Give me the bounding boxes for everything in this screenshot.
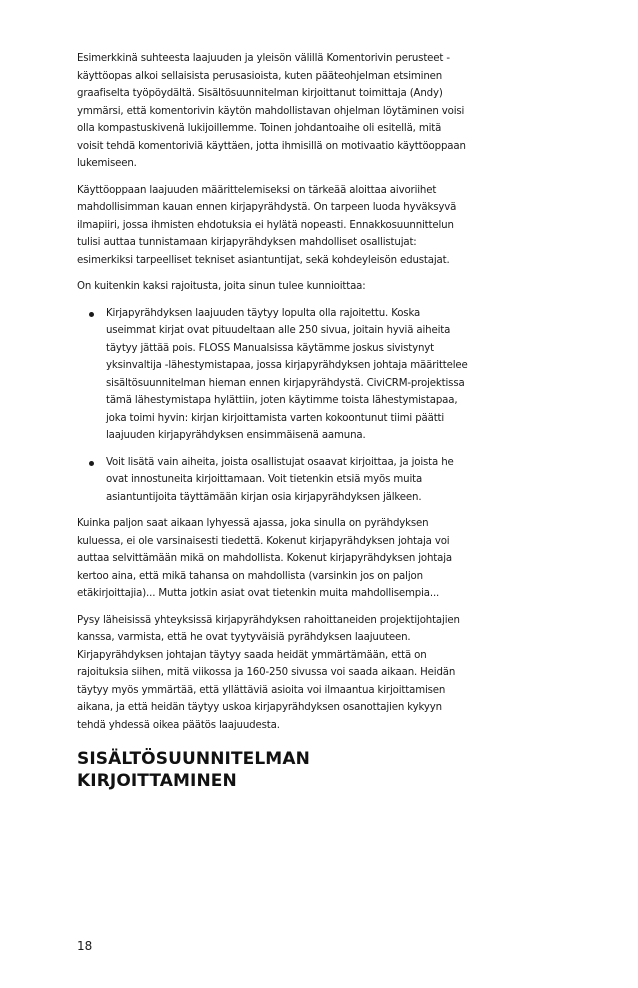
paragraph: Esimerkkinä suhteesta laajuuden ja yleisön välillä Komentorivin perusteet -käyttöopas alkoi sellaisista perusasioista, kuten pääteohjelman etsiminen graafiselta työpöydältä. Sisältösuunnitelman kirjoittanut toimittaja (Andy) ymmärsi, että komentorivin käytön mahdollistavan ohjelman löytäminen voisi olla kompastuskivenä lukijoillemme. Toinen johdantoaihe oli esitellä, mitä voisit tehdä komentoriviä käyttäen, jotta ihmisillä on motivaatio käyttöoppaan lukemiseen. bbox=[77, 53, 466, 169]
paragraph: Kuinka paljon saat aikaan lyhyessä ajassa, joka sinulla on pyrähdyksen kuluessa, ei ole varsinaisesti tiedettä. Kokenut kirjapyrähdyksen johtaja voi auttaa selvittämään mikä on mahdollista. Kokenut kirjapyrähdyksen johtaja kertoo aina, että mikä tahansa on mahdollista (varsinkin jos on paljon etäkirjoittajia)... Mutta jotkin asiat ovat tietenkin muita mahdollisempia... bbox=[77, 518, 453, 599]
bullet-list bbox=[77, 305, 469, 507]
page-number: 18 bbox=[77, 939, 93, 953]
section-heading: SISÄLTÖSUUNNITELMAN KIRJOITTAMINEN bbox=[77, 749, 310, 791]
list-item bbox=[77, 454, 469, 507]
bullet-icon bbox=[89, 461, 94, 466]
page-content bbox=[77, 50, 469, 792]
list-item bbox=[77, 305, 469, 445]
paragraph: Pysy läheisissä yhteyksissä kirjapyrähdyksen rahoittaneiden projektijohtajien kanssa, varmista, että he ovat tyytyväisiä pyrähdyksen laajuuteen. Kirjapyrähdyksen johtajan täytyy saada heidät ymmärtämään, että on rajoituksia siihen, mitä viikossa ja 160-250 sivussa voi saada aikaan. Heidän täytyy myös ymmärtää, että yllättäviä asioita voi ilmaantua kirjoittamisen aikana, ja että heidän täytyy uskoa kirjapyrähdyksen osanottajien kykyyn tehdä yhdessä oikea päätös laajuudesta. bbox=[77, 614, 460, 731]
list-item-text: Kirjapyrähdyksen laajuuden täytyy lopulta olla rajoitettu. Koska useimmat kirjat ovat pituudeltaan alle 250 sivua, joitain hyviä aiheita täytyy jättää pois. FLOSS Manualsissa käytämme joskus sivistynyt yksinvaltija -lähestymistapaa, jossa kirjapyrähdyksen johtaja määrittelee sisältösuunnitelman hieman ennen kirjapyrähdystä. CiviCRM-projektissa tämä lähestymistapa hylättiin, joten käytimme toista lähestymistapaa, joka toimi hyvin: kirjan kirjoittamista varten kokoontunut tiimi päätti laajuuden kirjapyrähdyksen ensimmäisenä aamuna. bbox=[106, 307, 468, 441]
list-item-text: Voit lisätä vain aiheita, joista osallistujat osaavat kirjoittaa, ja joista he ovat innostuneita kirjoittamaan. Voit tietenkin etsiä myös muita asiantuntijoita täyttämään kirjan osia kirjapyrähdyksen jälkeen. bbox=[106, 456, 454, 503]
paragraph: Käyttöoppaan laajuuden määrittelemiseksi on tärkeää aloittaa aivoriihet mahdollisimman kauan ennen kirjapyrähdystä. On tarpeen luoda hyväksyvä ilmapiiri, jossa ihmisten ehdotuksia ei hylätä nopeasti. Ennakkosuunnittelun tulisi auttaa tunnistamaan kirjapyrähdyksen mahdolliset osallistujat: esimerkiksi tarpeelliset tekniset asiantuntijat, sekä kohdeyleisön edustajat. bbox=[77, 184, 457, 266]
bullet-icon bbox=[89, 312, 94, 317]
paragraph: On kuitenkin kaksi rajoitusta, joita sinun tulee kunnioittaa: bbox=[77, 281, 366, 292]
